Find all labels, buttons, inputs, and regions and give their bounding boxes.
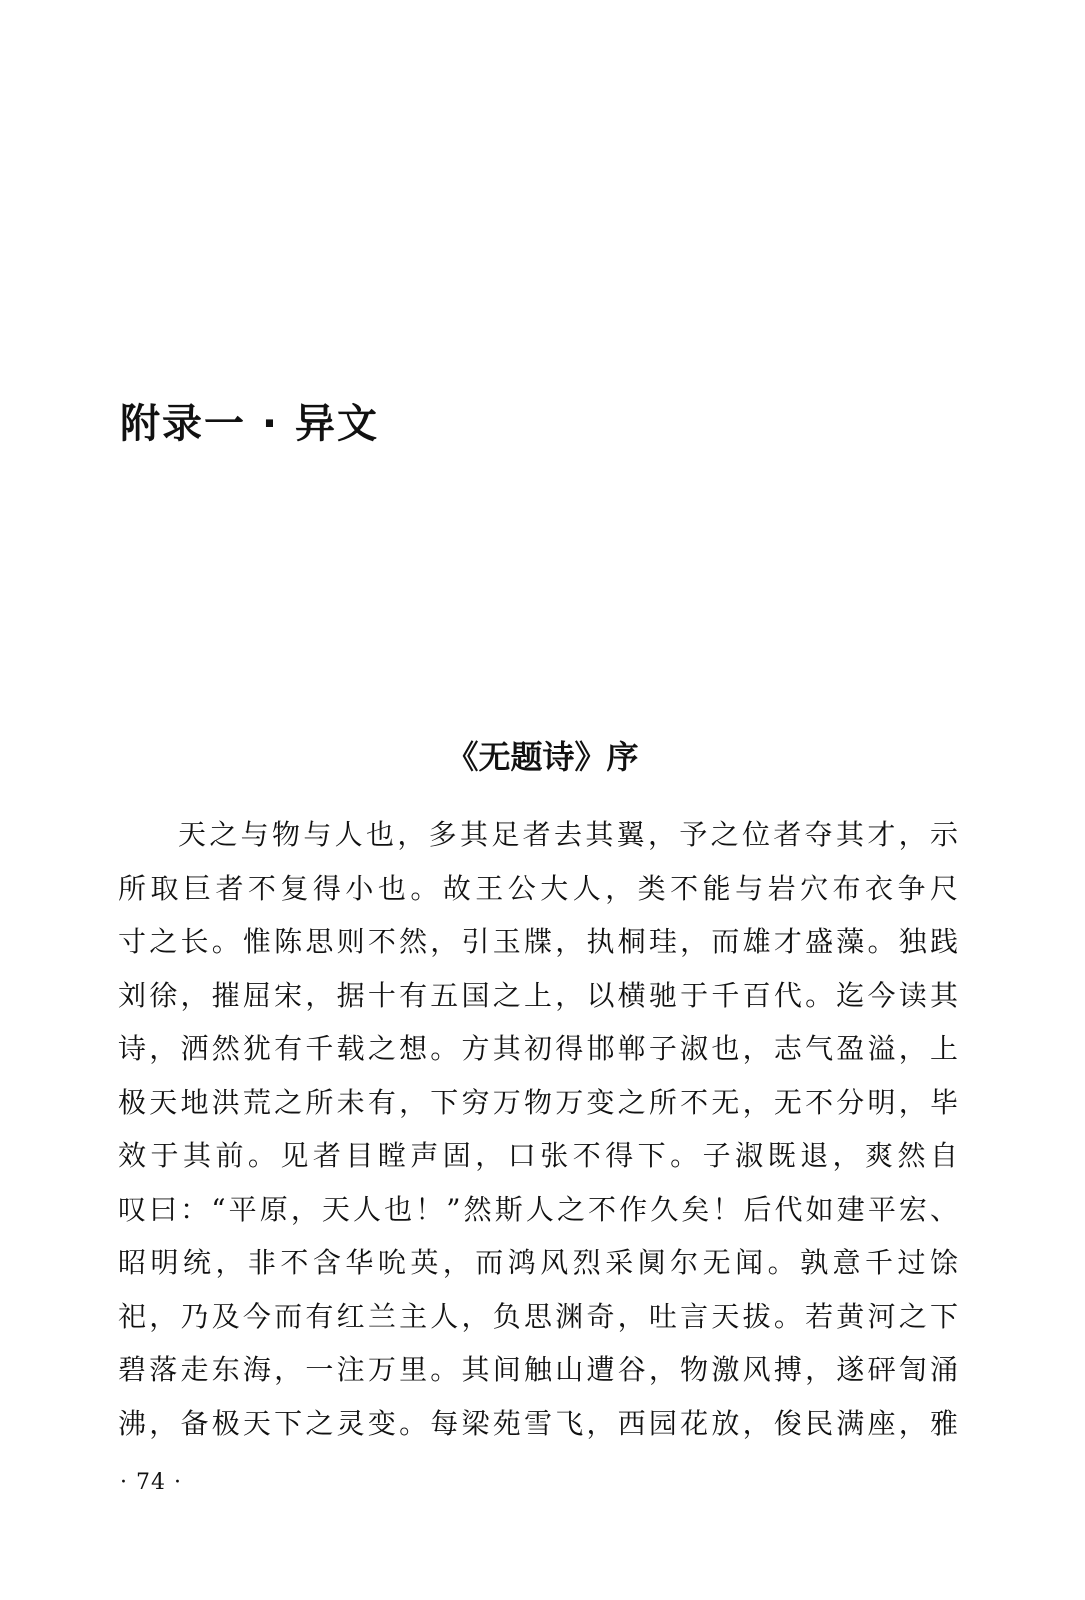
text-line: 刘徐，摧屈宋，据十有五国之上，以横驰于千百代。迄今读其 xyxy=(118,978,958,1012)
text-line: 所取巨者不复得小也。故王公大人，类不能与岩穴布衣争尺 xyxy=(118,871,958,905)
body-text xyxy=(118,808,958,1450)
text-line: 极天地洪荒之所未有，下穷万物万变之所不无，无不分明，毕 xyxy=(118,1085,958,1119)
text-line: 碧落走东海，一注万里。其间触山遭谷，物激风搏，遂砰訇涌 xyxy=(118,1353,958,1386)
text-line: 天之与物与人也，多其足者去其翼，予之位者夺其才，示 xyxy=(178,818,958,851)
text-line: 昭明统，非不含华吮英，而鸿风烈采阒尔无闻。孰意千过馀 xyxy=(118,1246,958,1279)
text-line: 叹曰：“平原，天人也！”然斯人之不作久矣！后代如建平宏、 xyxy=(118,1192,958,1226)
page-number: · 74 · xyxy=(120,1470,182,1495)
text-line: 祀，乃及今而有红兰主人，负思渊奇，吐言天拔。若黄河之下 xyxy=(118,1299,958,1333)
text-line: 沸，备极天下之灵变。每梁苑雪飞，西园花放，俊民满座，雅 xyxy=(118,1406,958,1440)
text-line: 寸之长。惟陈思则不然，引玉牒，执桐珪，而雄才盛藻。独践 xyxy=(118,925,958,958)
text-line: 诗，洒然犹有千载之想。方其初得邯郸子淑也，志气盈溢，上 xyxy=(118,1032,958,1065)
piece-title: 《无题诗》序 xyxy=(446,738,639,776)
text-line: 效于其前。见者目瞠声固，口张不得下。子淑既退，爽然自 xyxy=(118,1139,958,1172)
section-heading: 附录一 · 异文 xyxy=(120,401,380,447)
